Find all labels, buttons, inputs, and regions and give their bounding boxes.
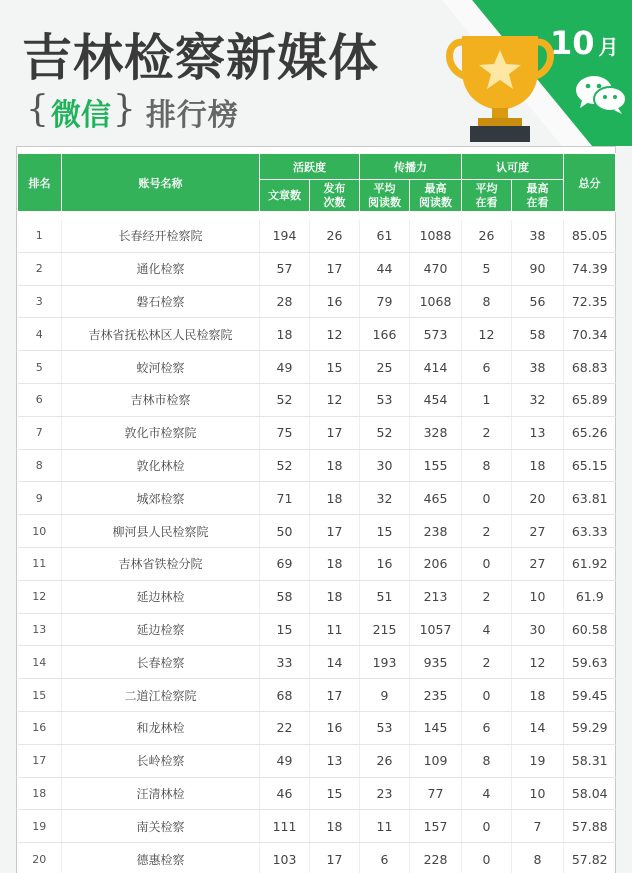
cell-articles: 68 [260,679,310,712]
cell-avg-like: 1 [462,383,512,416]
cell-name: 二道江检察院 [62,679,260,712]
cell-avg-like: 8 [462,285,512,318]
cell-max-like: 58 [512,318,564,351]
cell-posts: 16 [310,285,360,318]
table-row [18,383,616,416]
cell-avg-like: 2 [462,515,512,548]
cell-max-read: 206 [410,547,462,580]
table-row [18,810,616,843]
cell-articles: 49 [260,744,310,777]
cell-total: 65.26 [564,416,616,449]
cell-avg-read: 32 [360,482,410,515]
cell-avg-read: 15 [360,515,410,548]
cell-max-like: 10 [512,777,564,810]
cell-name: 延边林检 [62,580,260,613]
cell-avg-read: 9 [360,679,410,712]
header-rank: 排名 [18,154,62,212]
cell-rank: 8 [18,449,62,482]
cell-posts: 17 [310,679,360,712]
cell-total: 85.05 [564,220,616,253]
brace-close: } [112,89,136,130]
cell-max-like: 27 [512,547,564,580]
cell-avg-read: 23 [360,777,410,810]
cell-avg-like: 0 [462,547,512,580]
cell-total: 65.89 [564,383,616,416]
cell-posts: 13 [310,744,360,777]
table-row [18,547,616,580]
cell-total: 74.39 [564,252,616,285]
cell-max-read: 470 [410,252,462,285]
cell-max-like: 18 [512,449,564,482]
month-label [550,24,619,62]
cell-posts: 12 [310,318,360,351]
cell-max-like: 38 [512,351,564,384]
cell-posts: 11 [310,613,360,646]
ranking-table-panel [16,146,616,873]
cell-name: 城郊检察 [62,482,260,515]
cell-total: 72.35 [564,285,616,318]
cell-name: 汪清林检 [62,777,260,810]
table-row [18,646,616,679]
cell-articles: 69 [260,547,310,580]
cell-total: 65.15 [564,449,616,482]
cell-max-read: 109 [410,744,462,777]
cell-max-read: 238 [410,515,462,548]
table-row [18,416,616,449]
cell-articles: 15 [260,613,310,646]
cell-articles: 58 [260,580,310,613]
cell-max-read: 454 [410,383,462,416]
cell-rank: 14 [18,646,62,679]
cell-max-read: 1088 [410,220,462,253]
header-avg-like: 平均 在看 [462,180,512,212]
cell-avg-like: 0 [462,810,512,843]
cell-avg-read: 215 [360,613,410,646]
cell-avg-read: 6 [360,843,410,873]
cell-max-like: 32 [512,383,564,416]
cell-avg-like: 4 [462,777,512,810]
cell-name: 蛟河检察 [62,351,260,384]
table-row [18,679,616,712]
brace-open: { [26,89,49,130]
cell-total: 63.33 [564,515,616,548]
table-row [18,285,616,318]
cell-rank: 15 [18,679,62,712]
table-row [18,580,616,613]
cell-total: 70.34 [564,318,616,351]
cell-name: 吉林市检察 [62,383,260,416]
cell-max-like: 56 [512,285,564,318]
page-header [0,0,632,146]
cell-total: 58.04 [564,777,616,810]
cell-total: 59.29 [564,711,616,744]
cell-total: 61.9 [564,580,616,613]
cell-max-like: 7 [512,810,564,843]
cell-posts: 15 [310,351,360,384]
cell-rank: 16 [18,711,62,744]
wechat-label: 微信 [50,98,111,133]
header-total: 总分 [564,154,616,212]
cell-avg-read: 53 [360,383,410,416]
table-row [18,252,616,285]
cell-avg-like: 2 [462,580,512,613]
cell-max-like: 8 [512,843,564,873]
cell-avg-read: 11 [360,810,410,843]
cell-rank: 3 [18,285,62,318]
cell-avg-read: 193 [360,646,410,679]
table-row [18,777,616,810]
cell-posts: 18 [310,810,360,843]
table-row [18,318,616,351]
subtitle [26,89,239,133]
cell-max-like: 19 [512,744,564,777]
cell-avg-like: 12 [462,318,512,351]
cell-name: 吉林省铁检分院 [62,547,260,580]
table-row [18,711,616,744]
cell-max-read: 145 [410,711,462,744]
cell-avg-like: 0 [462,679,512,712]
cell-avg-like: 6 [462,351,512,384]
cell-rank: 11 [18,547,62,580]
cell-max-like: 13 [512,416,564,449]
cell-name: 南关检察 [62,810,260,843]
cell-max-read: 573 [410,318,462,351]
cell-name: 延边检察 [62,613,260,646]
cell-max-read: 1057 [410,613,462,646]
cell-max-read: 465 [410,482,462,515]
cell-posts: 17 [310,515,360,548]
cell-posts: 17 [310,252,360,285]
cell-articles: 71 [260,482,310,515]
cell-avg-read: 166 [360,318,410,351]
cell-avg-like: 2 [462,416,512,449]
cell-rank: 4 [18,318,62,351]
cell-articles: 49 [260,351,310,384]
header-max-read: 最高 阅读数 [410,180,462,212]
cell-posts: 26 [310,220,360,253]
cell-avg-like: 5 [462,252,512,285]
cell-avg-like: 2 [462,646,512,679]
cell-posts: 17 [310,843,360,873]
cell-articles: 75 [260,416,310,449]
cell-posts: 18 [310,449,360,482]
cell-max-read: 213 [410,580,462,613]
cell-articles: 33 [260,646,310,679]
cell-avg-read: 26 [360,744,410,777]
cell-avg-read: 30 [360,449,410,482]
cell-avg-like: 6 [462,711,512,744]
ranking-table [17,153,616,873]
cell-avg-like: 0 [462,843,512,873]
cell-articles: 194 [260,220,310,253]
cell-total: 57.82 [564,843,616,873]
cell-rank: 17 [18,744,62,777]
cell-max-like: 27 [512,515,564,548]
cell-max-read: 155 [410,449,462,482]
cell-total: 57.88 [564,810,616,843]
wechat-icon [574,74,628,114]
cell-rank: 12 [18,580,62,613]
cell-name: 和龙林检 [62,711,260,744]
cell-avg-like: 0 [462,482,512,515]
cell-avg-read: 79 [360,285,410,318]
cell-rank: 1 [18,220,62,253]
header-recognition: 认可度 [462,154,564,180]
cell-rank: 6 [18,383,62,416]
cell-rank: 20 [18,843,62,873]
cell-rank: 9 [18,482,62,515]
page-title: 吉林检察新媒体 [22,29,379,87]
header-max-like: 最高 在看 [512,180,564,212]
header-articles: 文章数 [260,180,310,212]
header-spread: 传播力 [360,154,462,180]
cell-avg-read: 52 [360,416,410,449]
cell-max-read: 235 [410,679,462,712]
cell-name: 磐石检察 [62,285,260,318]
cell-total: 60.58 [564,613,616,646]
table-row [18,515,616,548]
cell-posts: 17 [310,416,360,449]
cell-name: 德惠检察 [62,843,260,873]
table-row [18,449,616,482]
cell-max-read: 1068 [410,285,462,318]
cell-max-read: 77 [410,777,462,810]
cell-max-read: 414 [410,351,462,384]
cell-total: 63.81 [564,482,616,515]
cell-max-like: 10 [512,580,564,613]
cell-rank: 5 [18,351,62,384]
month-number: 10 [550,24,595,62]
cell-avg-read: 61 [360,220,410,253]
cell-posts: 18 [310,482,360,515]
table-row [18,482,616,515]
cell-max-read: 157 [410,810,462,843]
cell-max-like: 38 [512,220,564,253]
table-row [18,220,616,253]
cell-max-read: 328 [410,416,462,449]
cell-total: 68.83 [564,351,616,384]
trophy-icon [440,28,560,144]
cell-rank: 13 [18,613,62,646]
cell-posts: 18 [310,547,360,580]
cell-max-like: 12 [512,646,564,679]
cell-avg-like: 8 [462,744,512,777]
cell-name: 柳河县人民检察院 [62,515,260,548]
header-avg-read: 平均 阅读数 [360,180,410,212]
cell-rank: 2 [18,252,62,285]
header-activity: 活跃度 [260,154,360,180]
cell-rank: 18 [18,777,62,810]
cell-articles: 22 [260,711,310,744]
cell-max-like: 90 [512,252,564,285]
cell-posts: 12 [310,383,360,416]
cell-avg-like: 8 [462,449,512,482]
cell-total: 58.31 [564,744,616,777]
cell-articles: 28 [260,285,310,318]
cell-max-read: 228 [410,843,462,873]
cell-avg-like: 26 [462,220,512,253]
cell-articles: 50 [260,515,310,548]
ranking-table-body [18,212,616,873]
cell-rank: 7 [18,416,62,449]
cell-name: 敦化市检察院 [62,416,260,449]
table-row [18,351,616,384]
cell-name: 长岭检察 [62,744,260,777]
cell-posts: 14 [310,646,360,679]
cell-articles: 46 [260,777,310,810]
cell-avg-like: 4 [462,613,512,646]
cell-max-like: 14 [512,711,564,744]
cell-articles: 103 [260,843,310,873]
table-row [18,613,616,646]
cell-articles: 52 [260,383,310,416]
cell-posts: 15 [310,777,360,810]
cell-name: 吉林省抚松林区人民检察院 [62,318,260,351]
table-row [18,744,616,777]
cell-posts: 18 [310,580,360,613]
cell-max-like: 20 [512,482,564,515]
table-row [18,843,616,873]
cell-rank: 19 [18,810,62,843]
cell-avg-read: 51 [360,580,410,613]
cell-name: 长春经开检察院 [62,220,260,253]
cell-articles: 52 [260,449,310,482]
cell-name: 通化检察 [62,252,260,285]
cell-max-like: 18 [512,679,564,712]
cell-rank: 10 [18,515,62,548]
cell-avg-read: 16 [360,547,410,580]
cell-articles: 111 [260,810,310,843]
cell-name: 长春检察 [62,646,260,679]
cell-avg-read: 53 [360,711,410,744]
cell-max-like: 30 [512,613,564,646]
month-unit: 月 [598,35,619,59]
cell-max-read: 935 [410,646,462,679]
header-posts: 发布 次数 [310,180,360,212]
cell-total: 59.63 [564,646,616,679]
cell-name: 敦化林检 [62,449,260,482]
cell-posts: 16 [310,711,360,744]
header-account-name: 账号名称 [62,154,260,212]
ranking-label: 排行榜 [145,98,239,133]
cell-avg-read: 44 [360,252,410,285]
cell-articles: 57 [260,252,310,285]
cell-total: 61.92 [564,547,616,580]
cell-articles: 18 [260,318,310,351]
cell-avg-read: 25 [360,351,410,384]
cell-total: 59.45 [564,679,616,712]
